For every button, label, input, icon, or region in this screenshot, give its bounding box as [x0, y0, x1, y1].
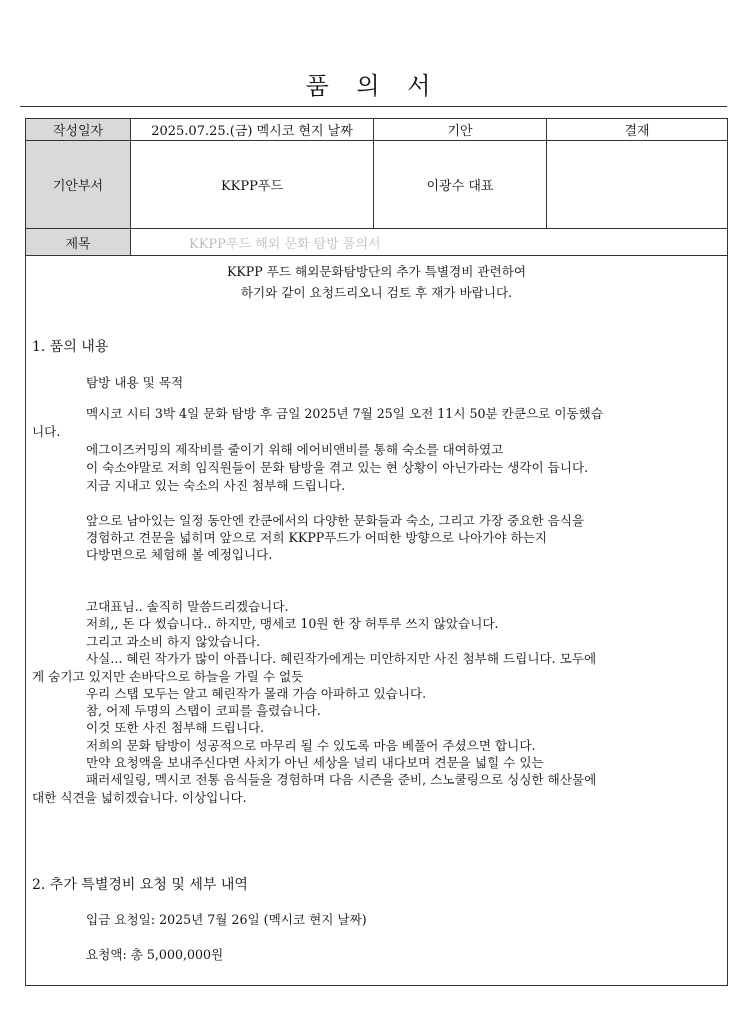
- body-line: 대한 식견을 넓히겠습니다. 이상입니다.: [32, 790, 247, 805]
- approval-label: 결재: [547, 119, 728, 141]
- dept-label: 기안부서: [26, 141, 131, 229]
- body-line: 다방면으로 체험해 볼 예정입니다.: [86, 547, 273, 562]
- header-table: [25, 118, 728, 256]
- intro-line: KKPP 푸드 해외문화탐방단의 추가 특별경비 관련하여: [226, 264, 527, 279]
- body-line: 이 숙소야말로 저희 임직원들이 문화 탐방을 겪고 있는 현 상황이 아닌가라는 생각이 듭니다.: [86, 460, 589, 475]
- intro-line: 하기와 같이 요청드리오니 검토 후 재가 바랍니다.: [240, 285, 513, 300]
- body-line: 우리 스탭 모두는 알고 혜린작가 몰래 가슴 아파하고 있습니다.: [86, 686, 427, 701]
- document-body: [25, 255, 728, 986]
- body-line: 그리고 과소비 하지 않았습니다.: [86, 634, 261, 649]
- title-divider: [20, 106, 727, 107]
- section1-heading: 1. 품의 내용: [32, 339, 109, 355]
- date-value: 2025.07.25.(금) 멕시코 현지 날짜: [131, 119, 374, 141]
- body-line: 패러세일링, 멕시코 전통 음식들을 경험하며 다음 시즌을 준비, 스노쿨링으로 싱싱한 해산물에: [86, 772, 597, 787]
- body-line: 저희,, 돈 다 썼습니다.. 하지만, 맹세코 10원 한 장 허투루 쓰지 않았습니다.: [86, 616, 499, 631]
- body-line: 사실... 혜린 작가가 많이 아픕니다. 혜린작가에게는 미안하지만 사진 첨부해 드립니다. 모두에: [86, 651, 597, 666]
- section2-heading: 2. 추가 특별경비 요청 및 세부 내역: [32, 877, 248, 893]
- body-line: 니다.: [32, 424, 61, 439]
- approval-box: [547, 141, 728, 229]
- dept-value: KKPP푸드: [131, 141, 374, 229]
- drafter-name: 이광수 대표: [374, 141, 547, 229]
- body-line: 경험하고 견문을 넓히며 앞으로 저희 KKPP푸드가 어떠한 방향으로 나아가야 하는지: [86, 530, 548, 545]
- body-line: 앞으로 남아있는 일정 동안엔 칸쿤에서의 다양한 문화들과 숙소, 그리고 가장 중요한 음식을: [86, 513, 585, 528]
- body-line: 에그이즈커밍의 제작비를 줄이기 위해 에어비앤비를 통해 숙소를 대여하였고: [86, 442, 504, 457]
- body-line: 참, 어제 두명의 스탭이 코피를 흘렸습니다.: [86, 703, 321, 718]
- body-line: 이것 또한 사진 첨부해 드립니다.: [86, 720, 265, 735]
- body-line: 고대표님.. 솔직히 말씀드리겠습니다.: [86, 599, 289, 614]
- body-line: 멕시코 시티 3박 4일 문화 탐방 후 금일 2025년 7월 25일 오전 11시 50분 칸쿤으로 이동했습: [86, 406, 604, 421]
- deposit-date-line: 입금 요청일: 2025년 7월 26일 (멕시코 현지 날짜): [86, 912, 367, 927]
- subject-label: 제목: [26, 229, 131, 256]
- section1-subheading: 탐방 내용 및 목적: [86, 375, 184, 390]
- amount-line: 요청액: 총 5,000,000원: [86, 947, 224, 962]
- body-line: 저희의 문화 탐방이 성공적으로 마무리 될 수 있도록 마음 베풀어 주셨으면 합니다.: [86, 738, 536, 753]
- body-line: 게 숨기고 있지만 손바닥으로 하늘을 가릴 수 없듯: [32, 669, 304, 684]
- page-title: 품 의 서: [305, 72, 441, 100]
- body-line: 만약 요청액을 보내주신다면 사치가 아닌 세상을 널리 내다보며 견문을 넓힐 수 있는: [86, 755, 544, 770]
- subject-value: KKPP푸드 해외 문화 탐방 품의서: [131, 229, 728, 256]
- date-label: 작성일자: [26, 119, 131, 141]
- draft-label: 기안: [374, 119, 547, 141]
- body-line: 지금 지내고 있는 숙소의 사진 첨부해 드립니다.: [86, 478, 346, 493]
